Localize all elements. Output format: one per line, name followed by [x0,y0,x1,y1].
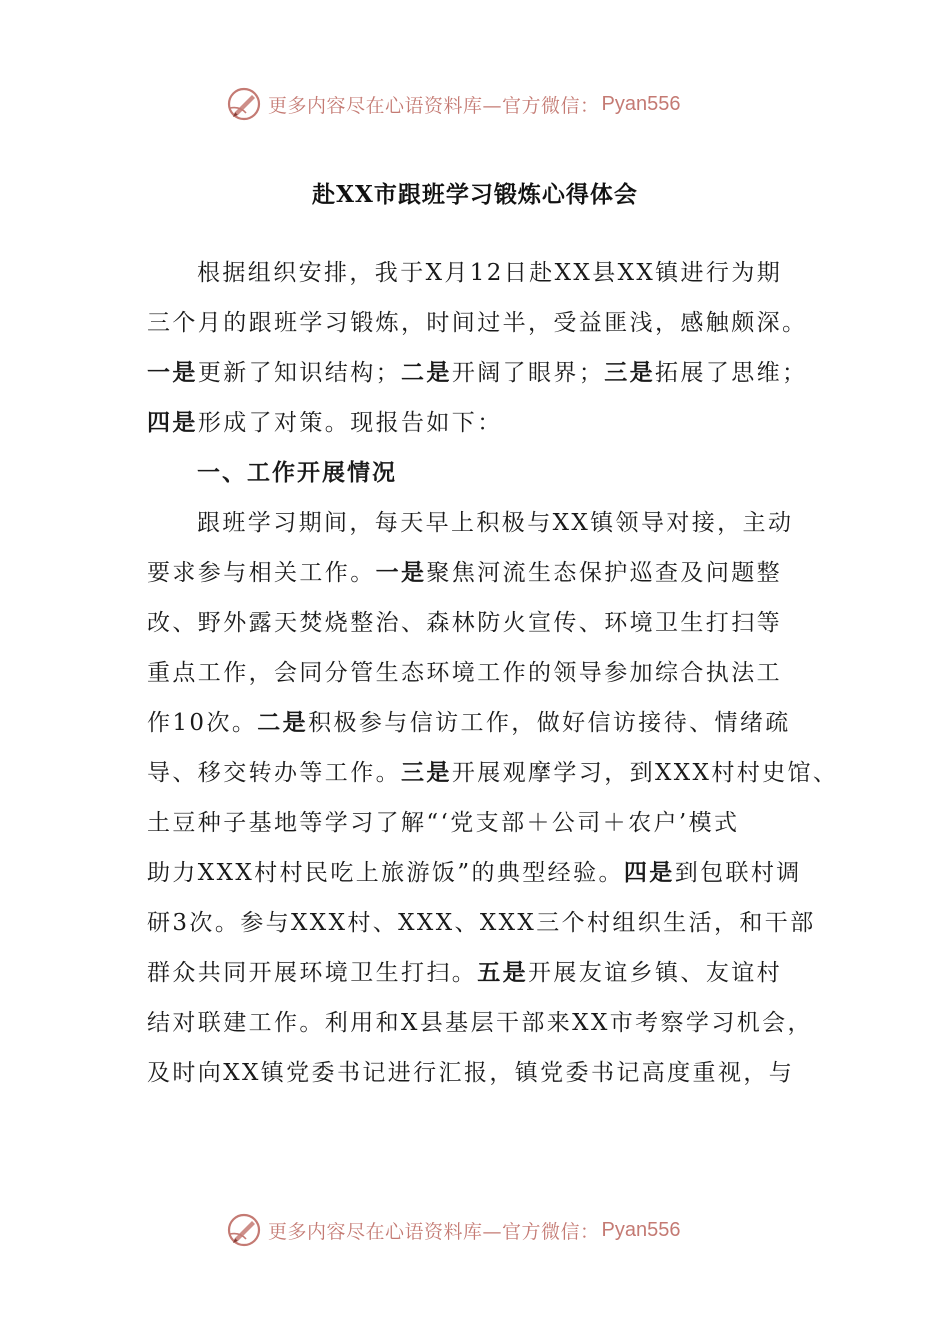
bold-marker: 四是 [147,410,198,436]
watermark-wechat-id: Pyan556 [601,1218,681,1241]
document-body [147,248,839,1098]
paragraph-line [147,748,839,798]
bold-marker: 二是 [257,710,309,736]
bold-marker: 一是 [375,560,427,586]
line-text: 开展友谊乡镇、友谊村 [528,960,783,986]
bold-marker: 四是 [623,860,675,886]
paragraph-line: 三个月的跟班学习锻炼，时间过半，受益匪浅，感触颇深。 [147,310,808,336]
line-text: 群众共同开展环境卫生打扫。 [147,960,478,986]
watermark-wechat-id: Pyan556 [601,92,681,115]
footer-watermark [226,1210,680,1250]
paragraph-line: 结对联建工作。利用和X县基层干部来XX市考察学习机会， [147,1010,813,1036]
paragraph-line: 及时向XX镇党委书记进行汇报，镇党委书记高度重视，与 [147,1060,795,1086]
line-text: 作10次。 [147,710,258,736]
paragraph-line: 重点工作，会同分管生态环境工作的领导参加综合执法工 [147,660,782,686]
bold-marker: 一是 [147,360,198,386]
paragraph-line [147,548,827,598]
line-text: 到包联村调 [674,860,802,886]
line-text: 聚焦河流生态保护巡查及问题整 [426,560,783,586]
section-heading: 一、工作开展情况 [197,460,397,486]
paragraph-line [147,948,827,998]
pen-logo-icon [226,86,262,122]
line-text: 形成了对策。现报告如下： [197,410,503,436]
paragraph-line: 研3次。参与XXX村、XXX、XXX三个村组织生活，和干部 [147,910,816,936]
paragraph-line: 跟班学习期间，每天早上积极与XX镇领导对接，主动 [197,510,794,536]
pen-logo-icon [226,1212,262,1248]
paragraph-line [147,848,827,898]
watermark-text: 更多内容尽在心语资料库—官方微信： [268,94,600,117]
paragraph-line: 土豆种子基地等学习了解“‘党支部＋公司＋农户’模式 [147,810,740,836]
line-text: 更新了知识结构； [197,360,402,386]
line-text: 助力XXX村村民吃上旅游饭”的典型经验。 [147,860,624,886]
line-text: 导、移交转办等工作。 [147,760,401,786]
line-text: 要求参与相关工作。 [147,560,376,586]
paragraph-line [147,398,827,448]
bold-marker: 三是 [604,360,656,386]
paragraph-line [147,348,827,398]
document-title: 赴XX市跟班学习锻炼心得体会 [312,181,638,208]
line-text: 开展观摩学习，到XXX村村史馆、 [451,760,839,786]
line-text: 积极参与信访工作，做好信访接待、情绪疏 [308,710,791,736]
line-text: 拓展了思维； [655,360,808,386]
paragraph-line: 改、野外露天焚烧整治、森林防火宣传、环境卫生打扫等 [147,610,782,636]
bold-marker: 三是 [401,760,452,786]
bold-marker: 五是 [477,960,529,986]
header-watermark [226,84,680,124]
watermark-text: 更多内容尽在心语资料库—官方微信： [268,1220,600,1243]
bold-marker: 二是 [401,360,452,386]
paragraph-line [147,698,827,748]
line-text: 开阔了眼界； [451,360,605,386]
paragraph-line: 根据组织安排，我于X月12日赴XX县XX镇进行为期 [197,260,783,286]
